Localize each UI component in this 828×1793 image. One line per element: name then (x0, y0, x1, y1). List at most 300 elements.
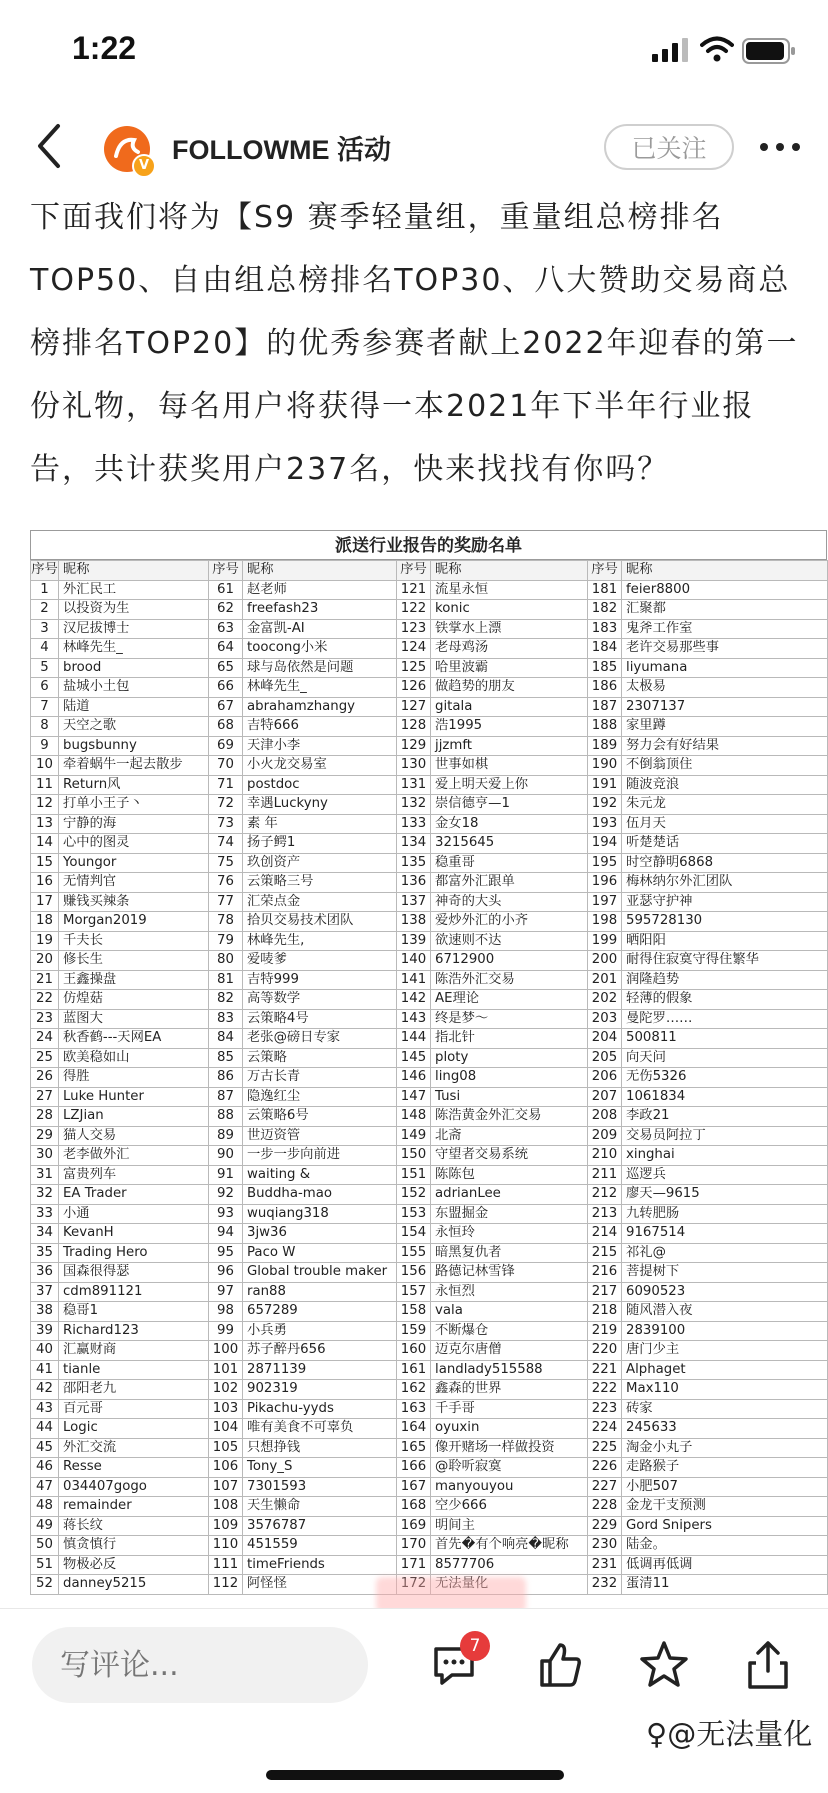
rank-cell: 217 (588, 1282, 622, 1302)
table-row (31, 1360, 828, 1380)
nickname-cell: 像开赌场一样做投资 (431, 1438, 588, 1458)
nickname-cell: 素 年 (243, 814, 397, 834)
rank-cell: 109 (209, 1516, 243, 1536)
table-row (31, 658, 828, 678)
rank-cell: 131 (397, 775, 431, 795)
nickname-cell: 唐门少主 (622, 1341, 828, 1361)
nickname-cell: 家里蹲 (622, 717, 828, 737)
like-icon[interactable] (532, 1637, 588, 1693)
table-row (31, 1243, 828, 1263)
nickname-cell: EA Trader (59, 1185, 209, 1205)
nickname-cell: Resse (59, 1458, 209, 1478)
nickname-cell: 路德记林雪锋 (431, 1263, 588, 1283)
rank-cell: 158 (397, 1302, 431, 1322)
rank-cell: 32 (31, 1185, 59, 1205)
nickname-cell: 走路猴子 (622, 1458, 828, 1478)
nickname-cell: 都富外汇跟单 (431, 873, 588, 893)
table-row (31, 834, 828, 854)
nickname-cell: vala (431, 1302, 588, 1322)
rank-cell: 69 (209, 736, 243, 756)
rank-cell: 29 (31, 1126, 59, 1146)
rank-cell: 99 (209, 1321, 243, 1341)
nickname-cell: 朱元龙 (622, 795, 828, 815)
table-row (31, 619, 828, 639)
rank-cell: 31 (31, 1165, 59, 1185)
nickname-cell: Trading Hero (59, 1243, 209, 1263)
rank-cell: 61 (209, 580, 243, 600)
nickname-cell: 唯有美食不可辜负 (243, 1419, 397, 1439)
rank-cell: 206 (588, 1068, 622, 1088)
rank-cell: 135 (397, 853, 431, 873)
table-row (31, 873, 828, 893)
nickname-cell: 国森很得瑟 (59, 1263, 209, 1283)
rank-cell: 16 (31, 873, 59, 893)
table-row (31, 1009, 828, 1029)
rank-cell: 83 (209, 1009, 243, 1029)
rank-cell: 49 (31, 1516, 59, 1536)
rank-cell: 12 (31, 795, 59, 815)
rank-cell: 68 (209, 717, 243, 737)
rank-cell: 228 (588, 1497, 622, 1517)
rank-cell: 26 (31, 1068, 59, 1088)
nickname-cell: ploty (431, 1048, 588, 1068)
nickname-cell: 外汇民工 (59, 580, 209, 600)
rank-cell: 195 (588, 853, 622, 873)
rank-cell: 111 (209, 1555, 243, 1575)
nickname-cell: 爱炒外汇的小齐 (431, 912, 588, 932)
more-icon[interactable] (758, 140, 802, 154)
account-name[interactable]: FOLLOWME 活动 (172, 135, 391, 165)
rank-cell: 43 (31, 1399, 59, 1419)
nickname-cell: 得胜 (59, 1068, 209, 1088)
rank-cell: 95 (209, 1243, 243, 1263)
nickname-cell: gitala (431, 697, 588, 717)
nickname-cell: 蓝图大 (59, 1009, 209, 1029)
rank-cell: 38 (31, 1302, 59, 1322)
rank-cell: 140 (397, 951, 431, 971)
nickname-cell: 明间主 (431, 1516, 588, 1536)
table-row (31, 1146, 828, 1166)
rank-cell: 201 (588, 970, 622, 990)
rank-cell: 142 (397, 990, 431, 1010)
table-row (31, 580, 828, 600)
rank-cell: 25 (31, 1048, 59, 1068)
nickname-cell: 245633 (622, 1419, 828, 1439)
rank-cell: 213 (588, 1204, 622, 1224)
nickname-cell: 无伤5326 (622, 1068, 828, 1088)
nickname-cell: 守望者交易系统 (431, 1146, 588, 1166)
rank-cell: 33 (31, 1204, 59, 1224)
rank-cell: 92 (209, 1185, 243, 1205)
rank-cell: 229 (588, 1516, 622, 1536)
table-row (31, 1282, 828, 1302)
table-row (31, 931, 828, 951)
nickname-cell: Luke Hunter (59, 1087, 209, 1107)
rank-cell: 184 (588, 639, 622, 659)
nickname-cell: 指北针 (431, 1029, 588, 1049)
award-list-table (30, 560, 828, 1595)
nickname-cell: 亚瑟守护神 (622, 892, 828, 912)
table-row (31, 1477, 828, 1497)
nickname-cell: 500811 (622, 1029, 828, 1049)
nickname-cell: 天津小李 (243, 736, 397, 756)
rank-cell: 93 (209, 1204, 243, 1224)
nickname-cell: 秋香鹤---天网EA (59, 1029, 209, 1049)
rank-cell: 23 (31, 1009, 59, 1029)
rank-cell: 207 (588, 1087, 622, 1107)
rank-cell: 13 (31, 814, 59, 834)
nickname-cell: Return风 (59, 775, 209, 795)
rank-cell: 223 (588, 1399, 622, 1419)
nickname-cell: Richard123 (59, 1321, 209, 1341)
nickname-cell: 低调再低调 (622, 1555, 828, 1575)
table-row (31, 717, 828, 737)
header-cell: 昵称 (243, 561, 397, 581)
rank-cell: 51 (31, 1555, 59, 1575)
table-row (31, 600, 828, 620)
rank-cell: 36 (31, 1263, 59, 1283)
header-cell: 序号 (397, 561, 431, 581)
nickname-cell: 世事如棋 (431, 756, 588, 776)
rank-cell: 165 (397, 1438, 431, 1458)
table-row (31, 853, 828, 873)
rank-cell: 63 (209, 619, 243, 639)
table-row (31, 775, 828, 795)
rank-cell: 221 (588, 1360, 622, 1380)
table-row (31, 1458, 828, 1478)
rank-cell: 41 (31, 1360, 59, 1380)
rank-cell: 74 (209, 834, 243, 854)
nickname-cell: 外汇交流 (59, 1438, 209, 1458)
rank-cell: 188 (588, 717, 622, 737)
rank-cell: 147 (397, 1087, 431, 1107)
rank-cell: 232 (588, 1575, 622, 1595)
home-indicator[interactable] (266, 1770, 564, 1780)
rank-cell: 209 (588, 1126, 622, 1146)
rank-cell: 190 (588, 756, 622, 776)
star-icon[interactable] (636, 1637, 692, 1693)
nickname-cell: 爱唛爹 (243, 951, 397, 971)
nickname-cell: 汇赢财商 (59, 1341, 209, 1361)
nickname-cell: 永恒玲 (431, 1224, 588, 1244)
nickname-cell: 欲速则不达 (431, 931, 588, 951)
rank-cell: 150 (397, 1146, 431, 1166)
nickname-cell: 巡逻兵 (622, 1165, 828, 1185)
nickname-cell: 一步一步向前进 (243, 1146, 397, 1166)
nickname-cell: Gord Snipers (622, 1516, 828, 1536)
rank-cell: 136 (397, 873, 431, 893)
table-row (31, 1341, 828, 1361)
watermark-text: ♀@无法量化 (646, 1717, 813, 1751)
rank-cell: 167 (397, 1477, 431, 1497)
nickname-cell: oyuxin (431, 1419, 588, 1439)
table-row (31, 912, 828, 932)
nickname-cell: 云策略三号 (243, 873, 397, 893)
rank-cell: 30 (31, 1146, 59, 1166)
rank-cell: 67 (209, 697, 243, 717)
rank-cell: 112 (209, 1575, 243, 1595)
nickname-cell: 暗黑复仇者 (431, 1243, 588, 1263)
table-row (31, 1399, 828, 1419)
rank-cell: 172 (397, 1575, 431, 1595)
share-icon[interactable] (740, 1637, 796, 1693)
nickname-cell: 2871139 (243, 1360, 397, 1380)
nickname-cell: liyumana (622, 658, 828, 678)
rank-cell: 196 (588, 873, 622, 893)
nickname-cell: 空少666 (431, 1497, 588, 1517)
nickname-cell: 老许交易那些事 (622, 639, 828, 659)
nickname-cell: 耐得住寂寞守得住繁华 (622, 951, 828, 971)
rank-cell: 226 (588, 1458, 622, 1478)
bottom-action-bar (0, 1608, 828, 1793)
nickname-cell: 林峰先生, (243, 931, 397, 951)
nickname-cell: remainder (59, 1497, 209, 1517)
nickname-cell: 千手哥 (431, 1399, 588, 1419)
table-row (31, 1536, 828, 1556)
rank-cell: 225 (588, 1438, 622, 1458)
rank-cell: 2 (31, 600, 59, 620)
nickname-cell: 陈浩黄金外汇交易 (431, 1107, 588, 1127)
nickname-cell: waiting & (243, 1165, 397, 1185)
nickname-cell: 不断爆仓 (431, 1321, 588, 1341)
rank-cell: 193 (588, 814, 622, 834)
rank-cell: 124 (397, 639, 431, 659)
nickname-cell: 陈陈包 (431, 1165, 588, 1185)
table-row (31, 1107, 828, 1127)
rank-cell: 73 (209, 814, 243, 834)
table-row (31, 1438, 828, 1458)
back-arrow-icon[interactable] (32, 122, 68, 170)
nickname-cell: 廖天—9615 (622, 1185, 828, 1205)
nickname-cell: timeFriends (243, 1555, 397, 1575)
table-row (31, 990, 828, 1010)
nickname-cell: 林峰先生_ (243, 678, 397, 698)
rank-cell: 42 (31, 1380, 59, 1400)
nickname-cell: 云策略6号 (243, 1107, 397, 1127)
nickname-cell: 2839100 (622, 1321, 828, 1341)
nickname-cell: 首先�有个响亮�昵称 (431, 1536, 588, 1556)
table-row (31, 1224, 828, 1244)
table-row (31, 970, 828, 990)
nickname-cell: 邵阳老九 (59, 1380, 209, 1400)
nickname-cell: 小兵勇 (243, 1321, 397, 1341)
nickname-cell: 盐城小土包 (59, 678, 209, 698)
rank-cell: 137 (397, 892, 431, 912)
rank-cell: 127 (397, 697, 431, 717)
rank-cell: 103 (209, 1399, 243, 1419)
nickname-cell: 听楚楚话 (622, 834, 828, 854)
nickname-cell: 王鑫操盘 (59, 970, 209, 990)
nickname-cell: 努力会有好结果 (622, 736, 828, 756)
rank-cell: 132 (397, 795, 431, 815)
nickname-cell: 铁掌水上漂 (431, 619, 588, 639)
rank-cell: 194 (588, 834, 622, 854)
rank-cell: 182 (588, 600, 622, 620)
rank-cell: 199 (588, 931, 622, 951)
rank-cell: 149 (397, 1126, 431, 1146)
nickname-cell: 陈浩外汇交易 (431, 970, 588, 990)
rank-cell: 218 (588, 1302, 622, 1322)
nickname-cell: 终是梦～ (431, 1009, 588, 1029)
nickname-cell: 慎贪慎行 (59, 1536, 209, 1556)
rank-cell: 94 (209, 1224, 243, 1244)
nickname-cell: 哈里波霸 (431, 658, 588, 678)
rank-cell: 224 (588, 1419, 622, 1439)
nickname-cell: 金富凯-AI (243, 619, 397, 639)
nickname-cell: 不倒翁顶住 (622, 756, 828, 776)
nickname-cell: 034407gogo (59, 1477, 209, 1497)
rank-cell: 215 (588, 1243, 622, 1263)
nickname-cell: 祁礼@ (622, 1243, 828, 1263)
rank-cell: 28 (31, 1107, 59, 1127)
rank-cell: 81 (209, 970, 243, 990)
rank-cell: 155 (397, 1243, 431, 1263)
rank-cell: 122 (397, 600, 431, 620)
nickname-cell: 蛋清11 (622, 1575, 828, 1595)
rank-cell: 106 (209, 1458, 243, 1478)
table-row (31, 639, 828, 659)
rank-cell: 123 (397, 619, 431, 639)
rank-cell: 162 (397, 1380, 431, 1400)
rank-cell: 189 (588, 736, 622, 756)
nickname-cell: 451559 (243, 1536, 397, 1556)
nickname-cell: 北斋 (431, 1126, 588, 1146)
rank-cell: 164 (397, 1419, 431, 1439)
nickname-cell: 7301593 (243, 1477, 397, 1497)
rank-cell: 35 (31, 1243, 59, 1263)
nickname-cell: 千夫长 (59, 931, 209, 951)
nickname-cell: 稳哥1 (59, 1302, 209, 1322)
nickname-cell: konic (431, 600, 588, 620)
rank-cell: 191 (588, 775, 622, 795)
nickname-cell: Buddha-mao (243, 1185, 397, 1205)
nickname-cell: 林峰先生_ (59, 639, 209, 659)
nickname-cell: 天生懒命 (243, 1497, 397, 1517)
nickname-cell: 东盟掘金 (431, 1204, 588, 1224)
rank-cell: 52 (31, 1575, 59, 1595)
rank-cell: 44 (31, 1419, 59, 1439)
nav-bar (0, 110, 828, 182)
nickname-cell: 砖家 (622, 1399, 828, 1419)
nickname-cell: 向天问 (622, 1048, 828, 1068)
rank-cell: 80 (209, 951, 243, 971)
table-row (31, 1185, 828, 1205)
nickname-cell: 595728130 (622, 912, 828, 932)
rank-cell: 90 (209, 1146, 243, 1166)
rank-cell: 129 (397, 736, 431, 756)
nickname-cell: Max110 (622, 1380, 828, 1400)
status-bar (0, 0, 828, 100)
nickname-cell: KevanH (59, 1224, 209, 1244)
nickname-cell: 菩提树下 (622, 1263, 828, 1283)
nickname-cell: Global trouble maker (243, 1263, 397, 1283)
nickname-cell: 3576787 (243, 1516, 397, 1536)
nickname-cell: 老李做外汇 (59, 1146, 209, 1166)
rank-cell: 22 (31, 990, 59, 1010)
rank-cell: 202 (588, 990, 622, 1010)
table-row (31, 736, 828, 756)
nickname-cell: brood (59, 658, 209, 678)
rank-cell: 50 (31, 1536, 59, 1556)
table-row (31, 1419, 828, 1439)
rank-cell: 148 (397, 1107, 431, 1127)
header-cell: 序号 (209, 561, 243, 581)
rank-cell: 17 (31, 892, 59, 912)
rank-cell: 156 (397, 1263, 431, 1283)
table-row (31, 814, 828, 834)
nickname-cell: 玖创资产 (243, 853, 397, 873)
rank-cell: 134 (397, 834, 431, 854)
rank-cell: 130 (397, 756, 431, 776)
nickname-cell: Tusi (431, 1087, 588, 1107)
nickname-cell: 打单小王子丶 (59, 795, 209, 815)
rank-cell: 4 (31, 639, 59, 659)
header-cell: 昵称 (59, 561, 209, 581)
nickname-cell: freefash23 (243, 600, 397, 620)
rank-cell: 208 (588, 1107, 622, 1127)
rank-cell: 138 (397, 912, 431, 932)
nickname-cell: xinghai (622, 1146, 828, 1166)
rank-cell: 72 (209, 795, 243, 815)
nickname-cell: postdoc (243, 775, 397, 795)
nickname-cell: 梅林纳尔外汇团队 (622, 873, 828, 893)
nickname-cell: 修长生 (59, 951, 209, 971)
nickname-cell: jjzmft (431, 736, 588, 756)
rank-cell: 163 (397, 1399, 431, 1419)
rank-cell: 227 (588, 1477, 622, 1497)
rank-cell: 86 (209, 1068, 243, 1088)
nickname-cell: Paco W (243, 1243, 397, 1263)
nickname-cell: 小肥507 (622, 1477, 828, 1497)
nickname-cell: 无情判官 (59, 873, 209, 893)
nickname-cell: 曼陀罗…… (622, 1009, 828, 1029)
battery-icon (742, 38, 796, 64)
award-list-sheet[interactable] (30, 530, 828, 1602)
rank-cell: 121 (397, 580, 431, 600)
rank-cell: 110 (209, 1536, 243, 1556)
rank-cell: 210 (588, 1146, 622, 1166)
rank-cell: 157 (397, 1282, 431, 1302)
rank-cell: 89 (209, 1126, 243, 1146)
nickname-cell: 崇信德亨—1 (431, 795, 588, 815)
rank-cell: 185 (588, 658, 622, 678)
rank-cell: 14 (31, 834, 59, 854)
table-row (31, 1126, 828, 1146)
rank-cell: 214 (588, 1224, 622, 1244)
nickname-cell: ling08 (431, 1068, 588, 1088)
comment-input[interactable] (32, 1627, 368, 1703)
rank-cell: 79 (209, 931, 243, 951)
rank-cell: 10 (31, 756, 59, 776)
rank-cell: 20 (31, 951, 59, 971)
nickname-cell: 轻薄的假象 (622, 990, 828, 1010)
rank-cell: 47 (31, 1477, 59, 1497)
nickname-cell: 汉尼拔博士 (59, 619, 209, 639)
nickname-cell: 猫人交易 (59, 1126, 209, 1146)
rank-cell: 125 (397, 658, 431, 678)
rank-cell: 76 (209, 873, 243, 893)
rank-cell: 197 (588, 892, 622, 912)
nickname-cell: 苏子醉丹656 (243, 1341, 397, 1361)
nickname-cell: 吉特999 (243, 970, 397, 990)
rank-cell: 98 (209, 1302, 243, 1322)
follow-button[interactable]: 已关注 (604, 124, 734, 170)
nickname-cell: 鑫森的世界 (431, 1380, 588, 1400)
nickname-cell: 汇聚都 (622, 600, 828, 620)
nickname-cell: Pikachu-yyds (243, 1399, 397, 1419)
nickname-cell: 李政21 (622, 1107, 828, 1127)
nickname-cell: Tony_S (243, 1458, 397, 1478)
